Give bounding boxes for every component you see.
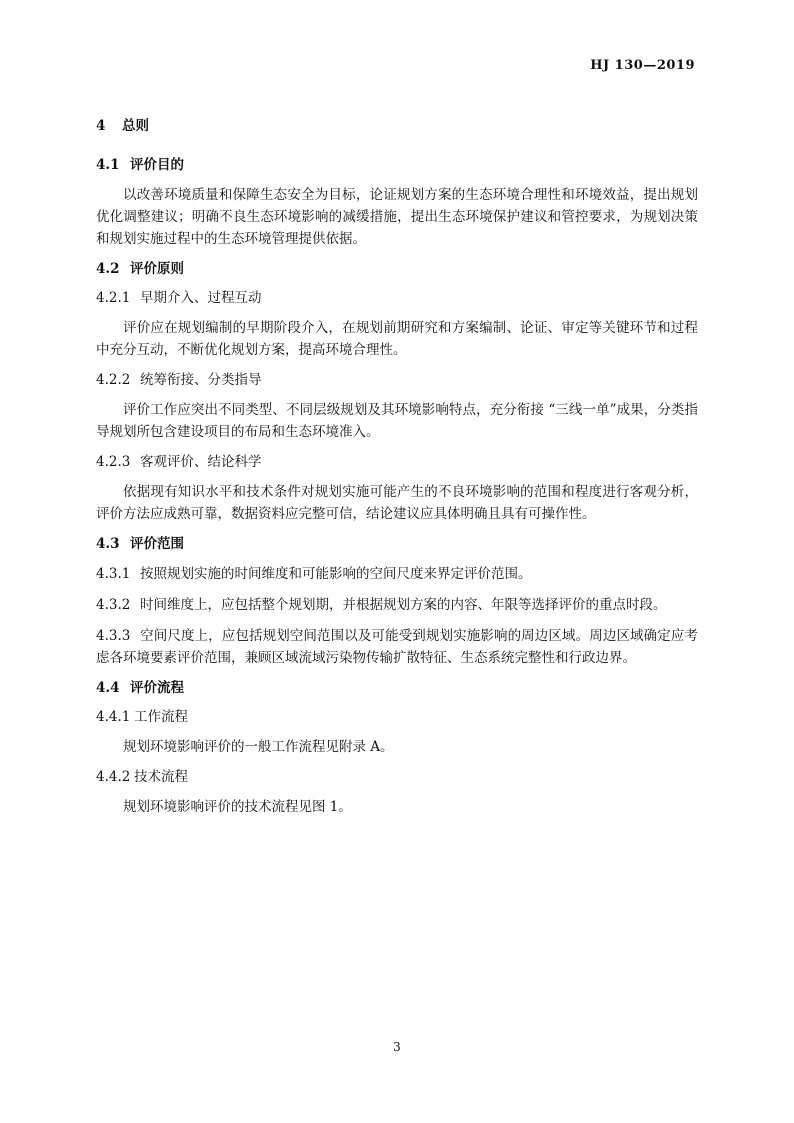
section-number: 4.4.1: [96, 709, 131, 725]
section-4-3-heading: [96, 534, 698, 554]
section-title: 评价原则: [130, 261, 184, 277]
section-4-3-1-item: [96, 563, 698, 585]
section-4-4-1-heading: [96, 707, 698, 727]
section-number: 4.3: [96, 536, 120, 552]
page-number: 3: [393, 1040, 401, 1054]
section-number: 4.3.2: [96, 597, 131, 613]
section-number: 4: [96, 118, 106, 134]
section-4-4-2-paragraph: 规划环境影响评价的技术流程见图 1。: [123, 799, 352, 815]
document-body: [96, 110, 698, 827]
document-code: HJ 130—2019: [590, 58, 695, 73]
section-title: 评价范围: [130, 536, 184, 552]
section-4-1-paragraph: 以改善环境质量和保障生态安全为目标，论证规划方案的生态环境合理性和环境效益，提出规划优化调整建议；明确不良生态环境影响的减缓措施，提出生态环境保护建议和管控要求，为规划决策和规划实施过程中的生态环境管理提供依据。: [96, 187, 698, 247]
section-title: 工作流程: [134, 709, 188, 725]
section-number: 4.1: [96, 157, 120, 173]
section-4-heading: [96, 116, 698, 136]
section-4-2-3-paragraph: 依据现有知识水平和技术条件对规划实施可能产生的不良环境影响的范围和程度进行客观分析，评价方法应成熟可靠，数据资料应完整可信，结论建议应具体明确且具有可操作性。: [96, 484, 698, 522]
section-number: 4.2.1: [96, 290, 131, 306]
section-number: 4.3.3: [96, 628, 131, 644]
section-title: 总则: [122, 118, 149, 134]
section-number: 4.2: [96, 261, 120, 277]
section-title: 统筹衔接、分类指导: [140, 372, 262, 388]
section-4-4-2-heading: [96, 767, 698, 787]
section-title: 客观评价、结论科学: [140, 454, 262, 470]
section-4-2-heading: [96, 259, 698, 279]
section-number: 4.3.1: [96, 566, 131, 582]
section-title: 评价流程: [130, 680, 184, 696]
section-title: 评价目的: [130, 157, 184, 173]
section-4-3-3-item: [96, 625, 698, 669]
section-number: 4.4.2: [96, 769, 131, 785]
section-4-4-1-paragraph: 规划环境影响评价的一般工作流程见附录 A。: [123, 739, 394, 755]
section-4-1-heading: [96, 155, 698, 175]
section-number: 4.4: [96, 680, 120, 696]
section-4-2-3-heading: [96, 452, 698, 472]
section-4-2-1-paragraph: 评价应在规划编制的早期阶段介入，在规划前期研究和方案编制、论证、审定等关键环节和过程中充分互动，不断优化规划方案，提高环境合理性。: [96, 320, 698, 358]
section-number: 4.2.3: [96, 454, 131, 470]
item-text: 按照规划实施的时间维度和可能影响的空间尺度来界定评价范围。: [140, 566, 532, 582]
item-text: 时间维度上，应包括整个规划期，并根据规划方案的内容、年限等选择评价的重点时段。: [140, 597, 667, 613]
item-text: 空间尺度上，应包括规划空间范围以及可能受到规划实施影响的周边区域。周边区域确定应考虑各环境要素评价范围，兼顾区域流域污染物传输扩散特征、生态系统完整性和行政边界。: [96, 628, 698, 666]
section-title: 早期介入、过程互动: [140, 290, 262, 306]
section-number: 4.2.2: [96, 372, 131, 388]
section-4-2-1-heading: [96, 288, 698, 308]
section-4-3-2-item: [96, 594, 698, 616]
section-4-4-heading: [96, 678, 698, 698]
section-4-2-2-heading: [96, 370, 698, 390]
section-4-2-2-paragraph: 评价工作应突出不同类型、不同层级规划及其环境影响特点，充分衔接 “三线一单”成果，分类指导规划所包含建设项目的布局和生态环境准入。: [96, 402, 698, 440]
section-title: 技术流程: [134, 769, 188, 785]
